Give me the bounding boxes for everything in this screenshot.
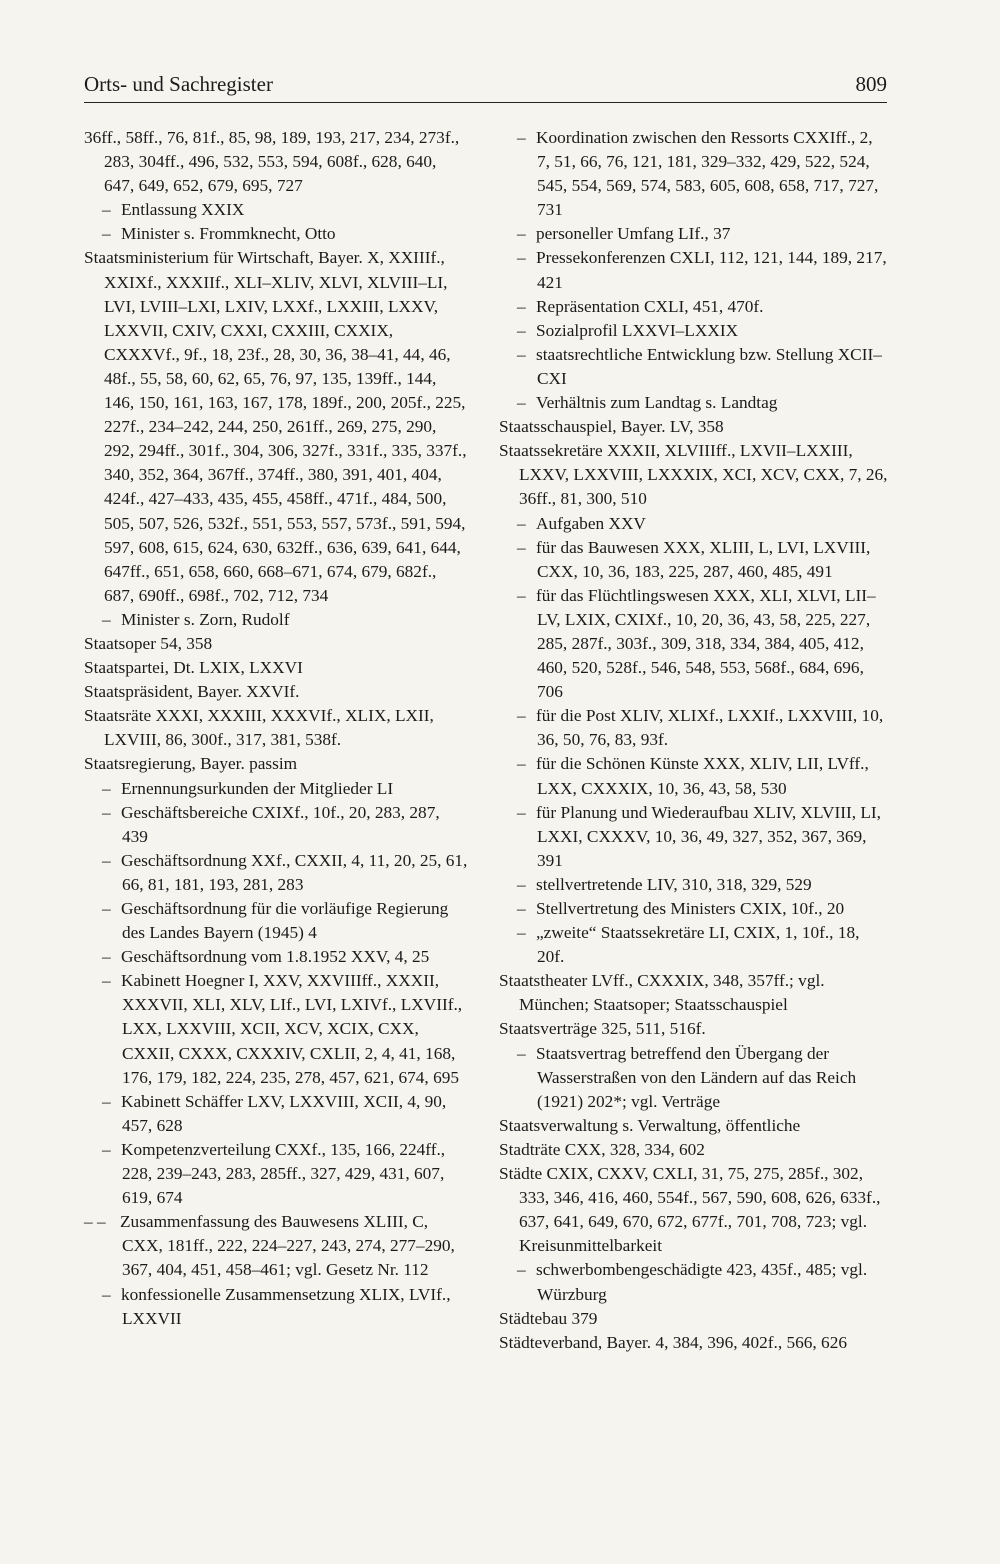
index-entry: [499, 1162, 889, 1258]
index-entry: [499, 1017, 889, 1041]
index-subentry: [84, 222, 468, 246]
entry-text: Aufgaben XXV: [536, 513, 646, 533]
entry-text: Kabinett Hoegner I, XXV, XXVIIIff., XXXII, XXXVII, XLI, XLV, LIf., LVI, LXIVf., LXVIIf., LXX, LXXVIII, XCII, XCV, XCIX, CXX, CXXII, CXXX, CXXXIV, CXLII, 2, 4, 41, 168, 176, 179, 182, 224, 235, 278, 457, 621, 674, 695: [121, 971, 463, 1087]
entry-text: Minister s. Zorn, Rudolf: [121, 609, 290, 629]
entry-text: Städte CXIX, CXXV, CXLI, 31, 75, 275, 285f., 302, 333, 346, 416, 460, 554f., 567, 590, 608, 626, 633f., 637, 641, 649, 670, 672, 677f., 701, 708, 723; vgl. Kreisunmittelbarkeit: [499, 1164, 881, 1256]
index-entry: [499, 415, 889, 439]
index-subentry: [84, 198, 468, 222]
index-entry: [84, 680, 468, 704]
entry-text: stellvertretende LIV, 310, 318, 329, 529: [536, 874, 812, 894]
entry-dash: –: [102, 899, 111, 918]
entry-text: Minister s. Frommknecht, Otto: [121, 224, 336, 244]
entry-text: konfessionelle Zusammensetzung XLIX, LVIf., LXXVII: [121, 1284, 451, 1328]
entry-dash: –: [102, 971, 111, 991]
index-entry: [84, 246, 468, 607]
index-entry: [499, 1138, 889, 1162]
entry-dash: –: [102, 1139, 111, 1159]
entry-text: Geschäftsordnung vom 1.8.1952 XXV, 4, 25: [121, 947, 430, 967]
index-subentry: [499, 1042, 889, 1114]
entry-text: für die Post XLIV, XLIXf., LXXIf., LXXVIII, 10, 36, 50, 76, 83, 93f.: [536, 706, 884, 750]
entry-text: Kompetenzverteilung CXXf., 135, 166, 224ff., 228, 239–243, 283, 285ff., 327, 429, 431, 607, 619, 674: [121, 1139, 446, 1208]
entry-text: Staatsverträge 325, 511, 516f.: [499, 1019, 706, 1039]
entry-dash: –: [102, 609, 111, 629]
entry-dash: –: [517, 344, 526, 364]
entry-dash: –: [517, 874, 526, 894]
index-subentry: [499, 246, 889, 294]
entry-text: Stellvertretung des Ministers CXIX, 10f., 20: [536, 899, 845, 918]
entry-dash: –: [517, 513, 526, 533]
entry-dash: –: [102, 1284, 111, 1304]
index-column-right: [499, 126, 889, 1355]
entry-dash: –: [517, 248, 526, 268]
entry-dash: –: [102, 947, 111, 967]
entry-dash: –: [102, 224, 111, 244]
entry-dash: –: [517, 1260, 526, 1280]
index-entry: [499, 1114, 889, 1138]
entry-text: Verhältnis zum Landtag s. Landtag: [536, 393, 778, 413]
entry-dash: –: [517, 754, 526, 774]
index-subentry: [84, 897, 468, 945]
entry-text: Koordination zwischen den Ressorts CXXIff., 2, 7, 51, 66, 76, 121, 181, 329–332, 429, 522, 524, 545, 554, 569, 574, 583, 605, 608, 658, 717, 727, 731: [536, 128, 879, 220]
entry-dash: –: [517, 296, 526, 316]
index-entry: [499, 969, 889, 1017]
index-subentry: [499, 752, 889, 800]
entry-text: Staatsschauspiel, Bayer. LV, 358: [499, 417, 724, 437]
index-subentry: [499, 801, 889, 873]
index-subentry: [84, 969, 468, 1089]
entry-text: personeller Umfang LIf., 37: [536, 224, 731, 244]
entry-text: staatsrechtliche Entwicklung bzw. Stellung XCII–CXI: [536, 344, 882, 388]
index-subentry: [499, 512, 889, 536]
index-subentry: [84, 1283, 468, 1331]
index-subentry: [499, 1258, 889, 1306]
index-subentry: [499, 921, 889, 969]
entry-text: Staatsoper 54, 358: [84, 633, 213, 653]
entry-text: Staatsverwaltung s. Verwaltung, öffentliche: [499, 1115, 801, 1135]
entry-text: Staatstheater LVff., CXXXIX, 348, 357ff.; vgl. München; Staatsoper; Staatsschauspiel: [499, 971, 825, 1015]
index-entry: [84, 632, 468, 656]
entry-text: Zusammenfassung des Bauwesens XLIII, C, CXX, 181ff., 222, 224–227, 243, 274, 277–290, 367, 404, 451, 458–461; vgl. Gesetz Nr. 112: [120, 1212, 455, 1280]
entry-text: Geschäftsordnung für die vorläufige Regierung des Landes Bayern (1945) 4: [121, 899, 449, 943]
entry-text: Staatsräte XXXI, XXXIII, XXXVIf., XLIX, LXII, LXVIII, 86, 300f., 317, 381, 538f.: [84, 706, 434, 750]
index-subentry: [499, 295, 889, 319]
entry-text: Pressekonferenzen CXLI, 112, 121, 144, 189, 217, 421: [536, 248, 887, 292]
entry-text: Stadträte CXX, 328, 334, 602: [499, 1139, 705, 1159]
entry-dash: –: [102, 200, 111, 220]
entry-dash: –: [517, 128, 526, 147]
entry-dash: –: [517, 537, 526, 557]
index-entry: [499, 1331, 889, 1355]
entry-text: Geschäftsordnung XXf., CXXII, 4, 11, 20, 25, 61, 66, 81, 181, 193, 281, 283: [121, 850, 468, 894]
entry-text: Städtebau 379: [499, 1308, 598, 1328]
index-subentry: [84, 801, 468, 849]
entry-text: für Planung und Wiederaufbau XLIV, XLVIII, LI, LXXI, CXXXV, 10, 36, 49, 327, 352, 367, 369, 391: [536, 802, 882, 870]
index-subentry: [499, 584, 889, 704]
index-subentry: [499, 897, 889, 921]
index-entry: [84, 656, 468, 680]
index-subentry: [499, 391, 889, 415]
index-subentry: [499, 873, 889, 897]
index-entry: [499, 1307, 889, 1331]
entry-dash: –: [102, 802, 111, 822]
index-subentry: [84, 1138, 468, 1210]
entry-dash: –: [517, 706, 526, 726]
entry-text: Kabinett Schäffer LXV, LXXVIII, XCII, 4, 90, 457, 628: [121, 1091, 447, 1135]
entry-text: Entlassung XXIX: [121, 200, 245, 220]
index-entry: [84, 704, 468, 752]
index-subentry: [84, 608, 468, 632]
running-header: [84, 70, 887, 103]
entry-text: Staatsministerium für Wirtschaft, Bayer. X, XXIIIf., XXIXf., XXXIIf., XLI–XLIV, XLVI, XLVIII–LI, LVI, LVIII–LXI, LXIV, LXXf., LXXIII, LXXV, LXXVII, CXIV, CXXI, CXXIII, CXXIX, CXXXVf., 9f., 18, 23f., 28, 30, 36, 38–41, 44, 46, 48f., 55, 58, 60, 62, 65, 76, 97, 135, 139ff., 144, 146, 150, 161, 163, 167, 178, 189f., 200, 205f., 225, 227f., 234–242, 244, 250, 261ff., 269, 275, 290, 292, 294ff., 301f., 304, 306, 327f., 331f., 335, 337f., 340, 352, 364, 367ff., 374ff., 380, 391, 401, 404, 424f., 427–433, 435, 455, 458ff., 471f., 484, 500, 505, 507, 526, 532f., 551, 553, 557, 573f., 591, 594, 597, 608, 615, 624, 630, 632ff., 636, 639, 641, 644, 647ff., 651, 658, 660, 668–671, 674, 679, 682f., 687, 690ff., 698f., 702, 712, 734: [84, 248, 467, 605]
entry-text: für das Bauwesen XXX, XLIII, L, LVI, LXVIII, CXX, 10, 36, 183, 225, 287, 460, 485, 491: [536, 537, 871, 581]
entry-text: für die Schönen Künste XXX, XLIV, LII, LVff., LXX, CXXXIX, 10, 36, 43, 58, 530: [536, 754, 869, 798]
entry-dash: –: [102, 850, 111, 870]
index-subentry: [499, 536, 889, 584]
entry-text: Ernennungsurkunden der Mitglieder LI: [121, 778, 394, 798]
entry-dash: –: [102, 1091, 111, 1111]
entry-text: Repräsentation CXLI, 451, 470f.: [536, 296, 764, 316]
entry-dash: –: [517, 1043, 526, 1063]
entry-text: Staatspräsident, Bayer. XXVIf.: [84, 682, 300, 702]
entry-text: 36ff., 58ff., 76, 81f., 85, 98, 189, 193, 217, 234, 273f., 283, 304ff., 496, 532, 553, 594, 608f., 628, 640, 647, 649, 652, 679, 695, 727: [84, 128, 460, 196]
index-subentry: [499, 319, 889, 343]
index-subentry: [499, 126, 889, 222]
index-subentry: [84, 777, 468, 801]
entry-text: „zweite“ Staatssekretäre LI, CXIX, 1, 10f., 18, 20f.: [536, 923, 860, 967]
entry-text: Städteverband, Bayer. 4, 384, 396, 402f., 566, 626: [499, 1332, 847, 1352]
entry-text: schwerbombengeschädigte 423, 435f., 485; vgl. Würzburg: [536, 1260, 868, 1304]
entry-dash: –: [517, 224, 526, 244]
index-column-left: [84, 126, 468, 1331]
entry-text: Staatspartei, Dt. LXIX, LXXVI: [84, 658, 303, 678]
entry-dash: –: [102, 778, 111, 798]
index-entry: [84, 126, 468, 198]
index-entry: [499, 439, 889, 511]
entry-text: Staatsregierung, Bayer. passim: [84, 754, 298, 774]
page-number: 809: [855, 72, 887, 96]
index-subentry: [499, 222, 889, 246]
entry-text: Geschäftsbereiche CXIXf., 10f., 20, 283, 287, 439: [121, 802, 440, 846]
index-subentry: [499, 704, 889, 752]
entry-dash: –: [517, 899, 526, 918]
entry-dash: –: [517, 802, 526, 822]
running-title: Orts- und Sachregister: [84, 72, 273, 96]
index-subentry: [84, 1090, 468, 1138]
entry-text: für das Flüchtlingswesen XXX, XLI, XLVI, LII–LV, LXIX, CXIXf., 10, 20, 36, 43, 58, 225, 227, 285, 287f., 303f., 309, 318, 334, 384, 405, 412, 460, 520, 528f., 546, 548, 553, 568f., 684, 696, 706: [536, 585, 876, 702]
entry-text: Staatsvertrag betreffend den Übergang der Wasserstraßen von den Ländern auf das Reich (1921) 202*; vgl. Verträge: [536, 1043, 857, 1111]
entry-dash: – –: [84, 1212, 106, 1232]
index-subentry: [84, 945, 468, 969]
index-subentry: [84, 1210, 468, 1282]
entry-dash: –: [517, 923, 526, 943]
entry-text: Sozialprofil LXXVI–LXXIX: [536, 320, 739, 340]
entry-text: Staatssekretäre XXXII, XLVIIIff., LXVII–LXXIII, LXXV, LXXVIII, LXXXIX, XCI, XCV, CXX, 7, 26, 36ff., 81, 300, 510: [499, 441, 888, 509]
entry-dash: –: [517, 320, 526, 340]
entry-dash: –: [517, 585, 526, 605]
entry-dash: –: [517, 393, 526, 413]
index-subentry: [84, 849, 468, 897]
index-subentry: [499, 343, 889, 391]
index-entry: [84, 752, 468, 776]
